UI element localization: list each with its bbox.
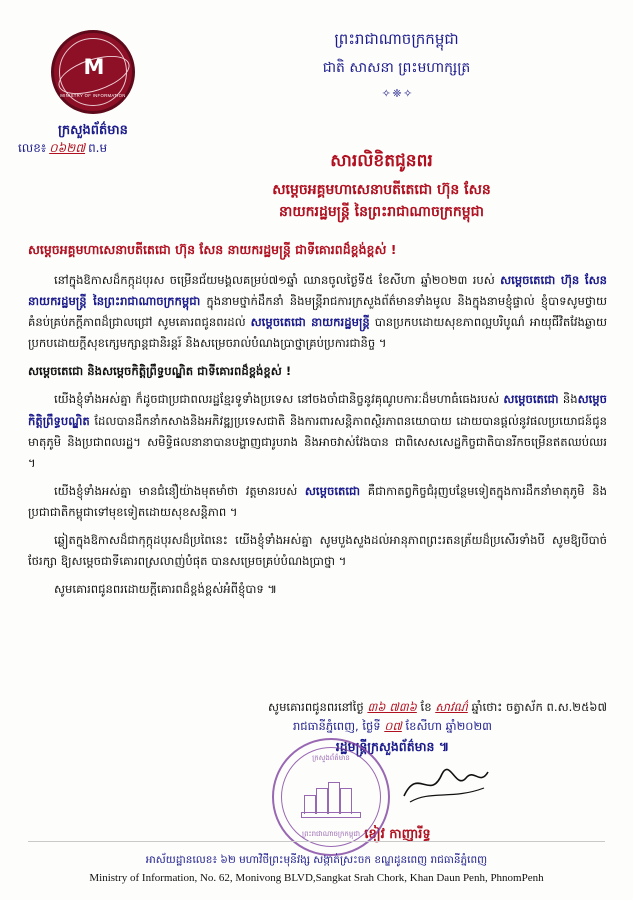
- handwritten-signature-icon: [400, 760, 490, 806]
- temple-tower-3: [328, 782, 340, 814]
- ministry-name-kh: ក្រសួងព័ត៌មាន: [58, 123, 128, 138]
- place-day: ០៧: [384, 719, 402, 733]
- text-run: និង: [558, 392, 578, 407]
- paragraph-list: [28, 270, 607, 600]
- paragraph: [28, 389, 607, 473]
- text-run: យើងខ្ញុំទាំងអស់គ្នា មានជំនឿយ៉ាងមុតមាំថា វត្តមានរបស់: [54, 483, 305, 498]
- document-number-value: ០៦២៧: [49, 141, 86, 155]
- document-number-label: លេខ: [18, 141, 41, 155]
- document-number-colon: ៖: [40, 141, 47, 155]
- emphasis-run: សម្តេចកិត្តិព្រឹទ្ធបណ្ឌិត: [28, 392, 607, 428]
- ministry-logo-block: [28, 30, 158, 141]
- date-line: [28, 700, 607, 717]
- ornament-divider: ✧ ❈ ✧: [381, 87, 412, 100]
- temple-tower-2: [316, 788, 328, 814]
- text-run: ដែលបានដឹកនាំកសាងនិងអភិវឌ្ឍប្រទេសជាតិ និងការពារសន្តិភាពស្ថិរភាពនយោបាយ ដោយបានផ្តល់នូវផលប្រយោជន៍ជូនមាតុភូមិ និងប្រជាពលរដ្ឋ។ សមិទ្ធិផលនានាបានបង្ហាញជារូបរាង និងអាចវាស់វែងបាន ជាពិសេសសេដ្ឋកិច្ចជាតិបានរីកចម្រើនឥតឈប់ឈរ ។: [28, 413, 607, 470]
- document-title: សារលិខិតជូនពរ: [330, 151, 433, 171]
- date-mid: ខែ: [420, 700, 432, 714]
- footer-divider: [28, 841, 605, 842]
- temple-tower-4: [340, 788, 352, 814]
- emphasis-run: សម្តេចតេជោ: [503, 392, 559, 407]
- salutation: សម្តេចអគ្គមហាសេនាបតីតេជោ ហ៊ុន សែន នាយករដ្ឋមន្ត្រី ជាទីគោរពដ៏ខ្ពង់ខ្ពស់ !: [28, 242, 397, 257]
- text-run: នៅក្នុងឱកាសដ៏កក្កុដបុរស ចម្រើនជ័យមង្គលគម្រប់៧១ឆ្នាំ ឈានចូលថ្ងៃទី៥ ខែសីហា ឆ្នាំ២០២៣ របស់: [54, 273, 501, 287]
- text-run: យើងខ្ញុំទាំងអស់គ្នា ក៏ដូចជាប្រជាពលរដ្ឋខ្មែរទូទាំងប្រទេស នៅចងចាំជានិច្ចនូវគុណូបការៈដ៏មហាធំធេងរបស់: [54, 392, 504, 407]
- place-date-line: [178, 719, 607, 736]
- signer-name: ខៀវ កាញារីទ្ធ: [364, 827, 431, 842]
- text-run: គឺជាកាតព្វកិច្ចជំរុញបន្ថែមទៀតក្នុងការដឹកនាំមាតុភូមិ និងប្រជាជាតិកម្ពុជាទៅមុខទៀតដោយសុខសន្តិភាព ។: [28, 483, 608, 519]
- seal-mark-letter: M: [83, 55, 103, 79]
- temple-base: [301, 812, 361, 818]
- date-suffix: ឆ្នាំថោះ ចត្វាស័ក ព.ស.២៥៦៧: [471, 700, 607, 714]
- subtitle-line-2: នាយករដ្ឋមន្ត្រី នៃព្រះរាជាណាចក្រកម្ពុជា: [278, 203, 485, 220]
- stamp-bottom-text: ព្រះរាជាណាចក្រកម្ពុជា: [301, 830, 360, 838]
- signer-title: រដ្ឋមន្ត្រីក្រសួងព័ត៌មាន ៕: [335, 739, 450, 754]
- text-run: បានប្រកបដោយសុខភាពល្អបរិបូណ៌ អាយុជីវិតវែងឆ្ងាយ ប្រកបដោយក្តីសុខក្សេមក្សាន្តជានិរន្តរ៍ និងសម្រេចរាល់បំណងប្រាថ្នាគ្រប់ប្រការជានិច្ច ។: [28, 315, 607, 351]
- text-run: ឆ្លៀតក្នុងឱកាសដ៏ជាកុក្កុដបុរសដ៏ប្រពៃនេះ យើងខ្ញុំទាំងអស់គ្នា សូមបួងសួងដល់អានុភាពព្រះរតនត្រ័យដ៏ប្រសើរទាំងបី សូមឱ្យបីបាច់ ថែរក្សា ឱ្យសម្តេចជាទីគោរពស្រលាញ់បំផុត បានសម្រេចគ្រប់បំណងប្រាថ្នា ។: [28, 533, 607, 569]
- footer-address-en: Ministry of Information, No. 62, Monivong BLVD,Sangkat Srah Chork, Khan Daun Penh, PhnomPenh: [89, 872, 544, 884]
- angkor-temple-icon: [304, 778, 358, 814]
- date-day: ៣៦ ៧៣៦: [367, 700, 417, 714]
- date-month: សាវណ៌: [435, 700, 468, 714]
- document-subtitle: [150, 180, 613, 223]
- footer-address-kh: អាស័យដ្ឋានលេខ៖ ៦២ មហាវិថីព្រះមុនីវង្ស សង្កាត់ស្រះចក ខណ្ឌដូនពេញ រាជធានីភ្នំពេញ: [145, 854, 488, 866]
- subtitle-line-1: សម្តេចអគ្គមហាសេនាបតីតេជោ ហ៊ុន សែន: [272, 182, 491, 198]
- letterhead: [0, 0, 633, 220]
- date-prefix: សូមគោរពជូនពរនៅថ្ងៃ: [268, 700, 364, 714]
- letter-body: [28, 242, 607, 607]
- footer: [0, 854, 633, 884]
- place-suffix: ខែសីហា ឆ្នាំ២០២៣: [405, 719, 492, 733]
- document-number: [18, 140, 107, 158]
- emphasis-run: សម្តេចតេជោ: [304, 483, 361, 498]
- title-block: [150, 150, 613, 223]
- paragraph-heading: សម្តេចតេជោ និងសម្តេចកិត្តិព្រឹទ្ធបណ្ឌិត ជាទីគោរពដ៏ខ្ពង់ខ្ពស់ !: [28, 364, 292, 379]
- place-prefix: រាជធានីភ្នំពេញ, ថ្ងៃទី: [293, 719, 381, 733]
- kingdom-title: ព្រះរាជាណាចក្រកម្ពុជា: [334, 30, 459, 48]
- stamp-top-text: ក្រសួងព័ត៌មាន: [312, 754, 350, 762]
- emphasis-run: សម្តេចតេជោ ហ៊ុន សែន នាយករដ្ឋមន្ត្រី នៃព្រះរាជាណាចក្រកម្ពុជា: [28, 273, 607, 309]
- paragraph: [28, 270, 607, 354]
- official-stamp-icon: [272, 738, 390, 856]
- national-motto: ជាតិ សាសនា ព្រះមហាក្សត្រ: [322, 60, 471, 76]
- document-number-suffix: ព.ម: [88, 141, 108, 155]
- paragraph: [28, 530, 607, 572]
- national-motto-block: [180, 30, 613, 101]
- paragraph: [28, 481, 607, 523]
- text-run: សូមគោរពជូនពរដោយក្តីគោរពដ៏ខ្ពង់ខ្ពស់អំពីខ្ញុំបាទ ៕: [54, 582, 278, 597]
- text-run: ក្នុងនាមថ្នាក់ដឹកនាំ និងមន្ត្រីរាជការក្រសួងព័ត៌មានទាំងមូល និងក្នុងនាមខ្ញុំផ្ទាល់ ខ្ញុំបាទសូមថ្វាយគំនប់គ្រប់ភក្តីភាពដ៏ជ្រាលជ្រៅ សូមគោរពជូនពរដល់: [28, 294, 607, 330]
- seal-ring-text: MINISTRY OF INFORMATION: [60, 93, 126, 98]
- emphasis-run: សម្តេចតេជោ នាយករដ្ឋមន្ត្រី: [250, 315, 370, 330]
- ministry-seal-icon: [51, 30, 135, 114]
- paragraph: [28, 579, 607, 600]
